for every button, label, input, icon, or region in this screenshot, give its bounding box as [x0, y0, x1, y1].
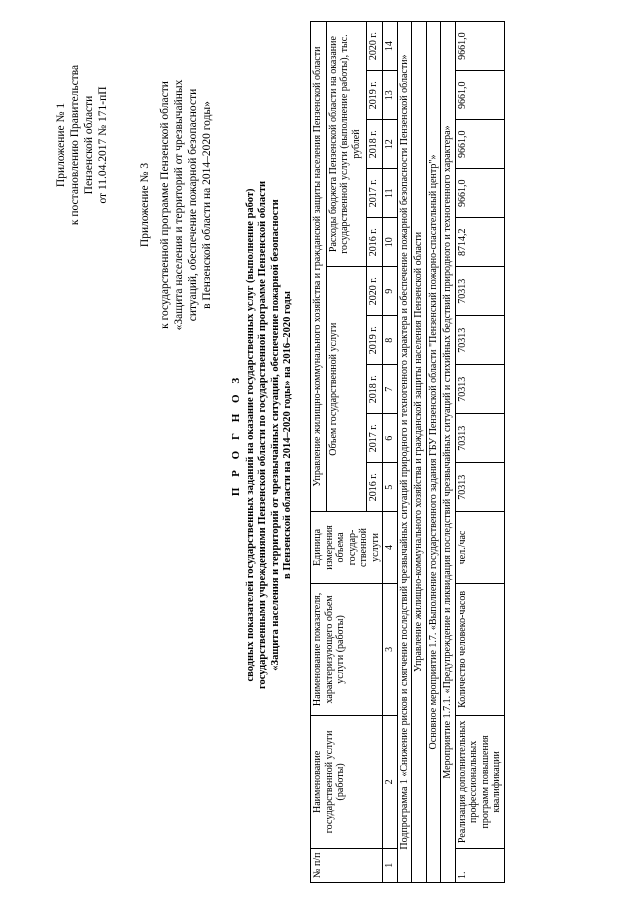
header-indicator: Наименование показателя, характеризующего объем услуги (работы) [311, 583, 383, 715]
title-line: в Пензенской области на 2014–2020 годы» на 2016–2020 годы [282, 291, 293, 579]
appendix-3-line: Приложение № 3 [139, 162, 151, 248]
row-volume: 70313 [455, 463, 504, 512]
column-number: 2 [383, 716, 398, 848]
column-number: 1 [383, 848, 398, 882]
appendix-1-line: от 11.04.2017 № 171-пП [97, 86, 109, 204]
main-event-text: Основное мероприятие 1.7. «Выполнение государственного задания ГБУ Пензенской области "Пензенский пожарно-спасательный центр"» [426, 22, 441, 883]
header-volume: Объем государственной услуги [326, 267, 367, 512]
column-number: 6 [383, 414, 398, 463]
row-expense: 9661,0 [455, 120, 504, 169]
column-number-row [383, 22, 398, 883]
header-department: Управление жилищно-коммунального хозяйства и гражданской защиты населения Пензенской области [311, 22, 327, 512]
row-expense: 9661,0 [455, 71, 504, 120]
row-volume: 70313 [455, 316, 504, 365]
appendix-3-line: в Пензенской области на 2014–2020 годы» [201, 101, 213, 309]
table-row [455, 22, 504, 883]
title-line: «Защита населения и территорий от чрезвычайных ситуаций, обеспечение пожарной безопасности [269, 199, 281, 671]
column-number: 3 [383, 583, 398, 715]
row-expense: 9661,0 [455, 169, 504, 218]
column-number: 4 [383, 512, 398, 584]
column-number: 13 [383, 71, 398, 120]
header-year: 2020 г. [367, 22, 383, 71]
column-number: 10 [383, 218, 398, 267]
column-number: 7 [383, 365, 398, 414]
row-expense: 9661,0 [455, 22, 504, 71]
row-volume: 70313 [455, 267, 504, 316]
header-num: № п/п [311, 848, 383, 882]
header-year: 2016 г. [367, 218, 383, 267]
table-header-row [311, 22, 327, 883]
column-number: 9 [383, 267, 398, 316]
event-text: Мероприятие 1.7.1. «Предупреждение и ликвидация последствий чрезвычайных ситуаций и стихийных бедствий природного и техногенного характера» [441, 22, 456, 883]
header-year: 2017 г. [367, 414, 383, 463]
department-row [412, 22, 427, 883]
event-row [441, 22, 456, 883]
document-title [230, 55, 295, 815]
row-unit: чел./час [455, 512, 504, 584]
header-unit: Единица измерения объема государ-ственной услуги [311, 512, 383, 584]
header-year: 2019 г. [367, 71, 383, 120]
department-text: Управление жилищно-коммунального хозяйства и гражданской защиты населения Пензенской области [412, 22, 427, 883]
row-service-name: Реализация дополнительных профессиональных программ повышения квалификации [455, 716, 504, 848]
header-year: 2020 г. [367, 267, 383, 316]
header-year: 2016 г. [367, 463, 383, 512]
title-line: государственными учреждениями Пензенской области по государственной программе Пензенской области [257, 180, 268, 690]
column-number: 14 [383, 22, 398, 71]
row-num: 1. [455, 848, 504, 882]
appendix-1-line: Пензенской области [83, 95, 95, 195]
row-volume: 70313 [455, 414, 504, 463]
forecast-table [310, 21, 505, 883]
header-year: 2018 г. [367, 365, 383, 414]
header-year: 2017 г. [367, 169, 383, 218]
header-year: 2019 г. [367, 316, 383, 365]
appendix-3-line: ситуаций, обеспечение пожарной безопасности [187, 88, 199, 322]
title-heading: П Р О Г Н О З [230, 373, 242, 497]
appendix-3-line: к государственной программе Пензенской области [159, 81, 171, 329]
header-year: 2018 г. [367, 120, 383, 169]
appendix-1-line: Приложение № 1 [55, 102, 67, 188]
appendix-3-line: «Защита населения и территорий от чрезвычайных [173, 79, 185, 331]
appendix-1-block [54, 40, 110, 250]
appendix-1-line: к постановлению Правительства [69, 64, 81, 226]
header-expenses: Расходы бюджета Пензенской области на оказание государственной услуги (выполнение работы), тыс. рублей [326, 22, 367, 267]
main-event-row [426, 22, 441, 883]
column-number: 8 [383, 316, 398, 365]
appendix-3-block [138, 40, 214, 370]
column-number: 12 [383, 120, 398, 169]
row-expense: 8714,2 [455, 218, 504, 267]
subprogram-row [397, 22, 412, 883]
header-service-name: Наименование государственной услуги (работы) [311, 716, 383, 848]
title-line: сводных показателей государственных заданий на оказание государственных услуг (выполнение работ) [244, 188, 256, 682]
row-volume: 70313 [455, 365, 504, 414]
column-number: 5 [383, 463, 398, 512]
row-indicator: Количество человеко-часов [455, 583, 504, 715]
subprogram-text: Подпрограмма 1 «Снижение рисков и смягчение последствий чрезвычайных ситуаций природного и техногенного характера и обеспечение пожарной безопасности Пензенской области» [397, 22, 412, 883]
column-number: 11 [383, 169, 398, 218]
